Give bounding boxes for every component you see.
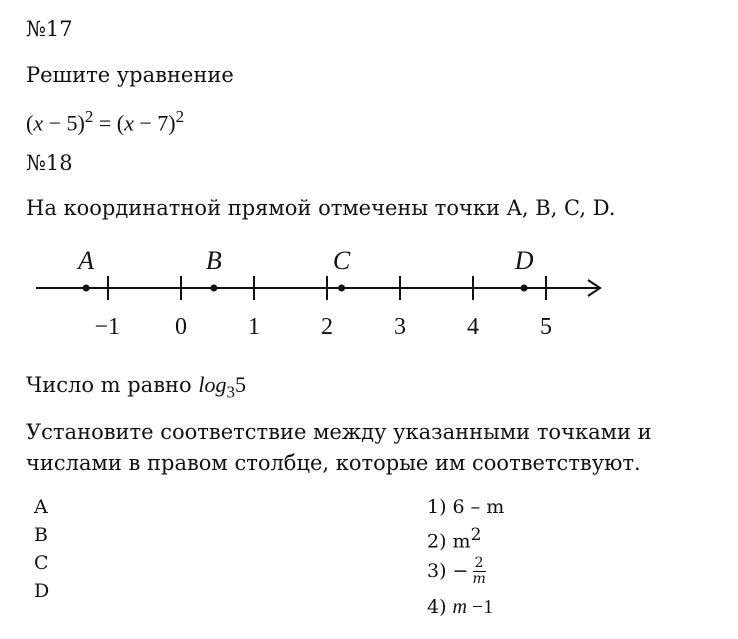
option-3-fraction bbox=[470, 556, 487, 587]
point-b-label: B bbox=[205, 246, 222, 275]
m-log: log bbox=[198, 372, 227, 397]
tick-label: 3 bbox=[394, 314, 406, 340]
point-b-dot bbox=[210, 285, 217, 292]
task18-instruction-line2: числами в правом столбце, которые им соответствуют. bbox=[26, 451, 641, 475]
eq-exp-2: 2 bbox=[175, 107, 185, 126]
option-2-sup: 2 bbox=[470, 525, 482, 545]
eq-equals: = ( bbox=[93, 110, 125, 136]
task18-statement: На координатной прямой отмечены точки A, B, C, D. bbox=[26, 196, 616, 220]
tick-label: 2 bbox=[321, 314, 333, 340]
task18-number: №18 bbox=[26, 151, 73, 175]
tick-label: 0 bbox=[175, 314, 187, 340]
task18-instruction-line1: Установите соответствие между указанными точками и bbox=[26, 420, 652, 444]
option-4-rest: −1 bbox=[467, 596, 494, 618]
option-3-denominator: m bbox=[472, 570, 486, 587]
points-group bbox=[76, 246, 534, 292]
task17-instruction: Решите уравнение bbox=[26, 63, 234, 87]
number-line-figure bbox=[0, 240, 640, 350]
point-a-dot bbox=[83, 285, 90, 292]
option-4-prefix: 4) bbox=[427, 596, 453, 618]
eq-exp-1: 2 bbox=[84, 107, 94, 126]
point-d-dot bbox=[521, 285, 528, 292]
m-definition-text: Число m равно bbox=[26, 373, 199, 397]
eq-var-x: x bbox=[33, 110, 44, 136]
option-2-prefix: 2) m bbox=[427, 530, 471, 553]
tick-label: 5 bbox=[540, 314, 552, 340]
option-3-prefix: 3) − bbox=[427, 560, 469, 582]
left-item-d: D bbox=[34, 580, 50, 602]
option-1: 1) 6 – m bbox=[427, 496, 505, 518]
point-c-dot bbox=[338, 285, 345, 292]
option-3 bbox=[427, 549, 504, 593]
left-column bbox=[34, 493, 49, 605]
left-item-c: C bbox=[34, 552, 49, 574]
tick-label: 4 bbox=[467, 314, 479, 340]
option-4-var: m bbox=[452, 596, 467, 618]
option-3-numerator: 2 bbox=[474, 554, 484, 571]
point-d-label: D bbox=[514, 246, 534, 275]
m-definition bbox=[26, 372, 246, 405]
eq-left-open: ( bbox=[26, 110, 34, 136]
left-item-a: A bbox=[34, 496, 48, 518]
option-4 bbox=[427, 593, 504, 621]
eq-right-rest: − 7) bbox=[133, 110, 176, 136]
right-column bbox=[427, 493, 504, 621]
tick-label: 1 bbox=[248, 314, 260, 340]
m-log-base: 3 bbox=[226, 382, 235, 402]
point-a-label: A bbox=[78, 246, 95, 275]
tick-label: −1 bbox=[94, 314, 120, 340]
task17-equation bbox=[26, 104, 184, 136]
option-2 bbox=[427, 521, 504, 553]
m-log-arg: 5 bbox=[234, 372, 246, 397]
task17-number: №17 bbox=[26, 17, 73, 41]
point-c-label: C bbox=[332, 246, 351, 275]
eq-left-rest: − 5) bbox=[43, 110, 85, 136]
ticks-group bbox=[94, 276, 552, 340]
eq-var-x-2: x bbox=[124, 110, 134, 136]
left-item-b: B bbox=[34, 524, 48, 546]
